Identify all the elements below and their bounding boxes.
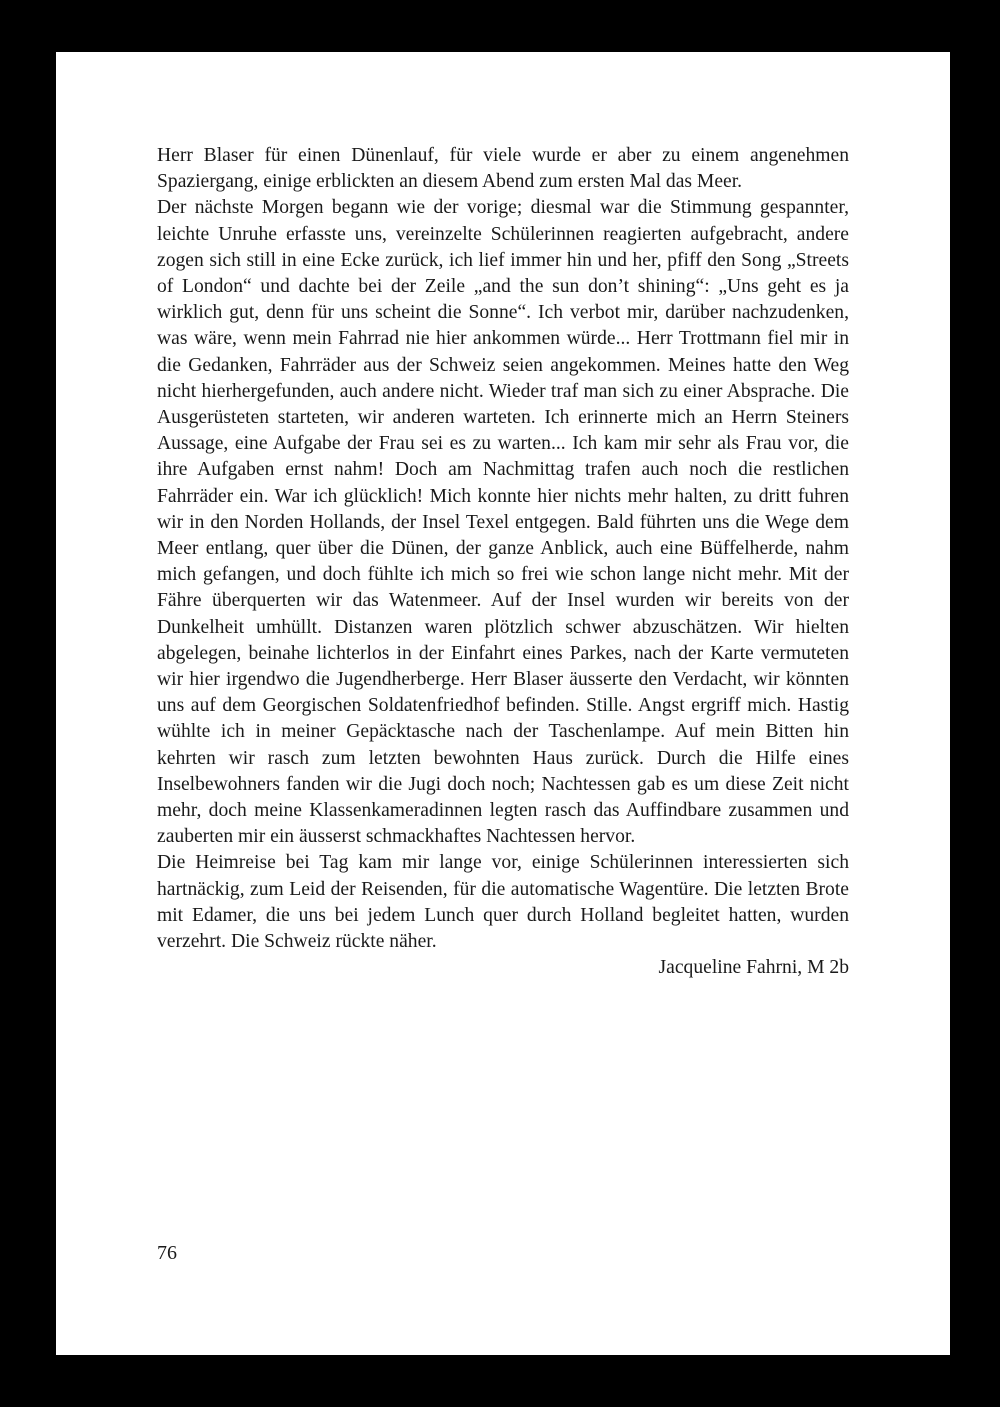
author-signature: Jacqueline Fahrni, M 2b	[658, 957, 849, 979]
paragraph-1: Herr Blaser für einen Dünenlauf, für viele wurde er aber zu einem angenehmen Spaziergang, einige erblickten an diesem Abend zum ersten Mal das Meer.	[157, 145, 849, 193]
document-page	[56, 52, 950, 1355]
page-number: 76	[157, 1242, 177, 1264]
paragraph-2: Der nächste Morgen begann wie der vorige; diesmal war die Stimmung gespannter, leichte Unruhe erfasste uns, vereinzelte Schülerinnen reagierten aufgebracht, andere zogen sich still in eine Ecke zurück, ich lief immer hin und her, pfiff den Song „Streets of London“ und dachte bei der Zeile „and the sun don’t shining“: „Uns geht es ja wirklich gut, denn für uns scheint die Sonne“. Ich verbot mir, darüber nachzudenken, was wäre, wenn mein Fahrrad nie hier ankommen würde... Herr Trottmann fiel mir in die Gedanken, Fahrräder aus der Schweiz seien angekommen. Meines hatte den Weg nicht hierhergefunden, auch andere nicht. Wieder traf man sich zu einer Absprache. Die Ausgerüsteten starteten, wir anderen warteten. Ich erinnerte mich an Herrn Steiners Aussage, eine Aufgabe der Frau sei es zu warten... Ich kam mir sehr als Frau vor, die ihre Aufgaben ernst nahm! Doch am Nachmittag trafen auch noch die restlichen Fahrräder ein. War ich glücklich! Mich konnte hier nichts mehr halten, zu dritt fuhren wir in den Norden Hollands, der Insel Texel entgegen. Bald führten uns die Wege dem Meer entlang, quer über die Dünen, der ganze Anblick, auch eine Büffelherde, nahm mich gefangen, und doch fühlte ich mich so frei wie schon lange nicht mehr. Mit der Fähre überquerten wir das Watenmeer. Auf der Insel wurden wir bereits von der Dunkelheit umhüllt. Distanzen waren plötzlich schwer abzuschätzen. Wir hielten abgelegen, beinahe lichterlos in der Einfahrt eines Parkes, nach der Karte vermuteten wir hier irgendwo die Jugendherberge. Herr Blaser äusserte den Verdacht, wir könnten uns auf dem Georgischen Soldatenfriedhof befinden. Stille. Angst ergriff mich. Hastig wühlte ich in meiner Gepäcktasche nach der Taschenlampe. Auf mein Bitten hin kehrten wir rasch zum letzten bewohnten Haus zurück. Durch die Hilfe eines Inselbewohners fanden wir die Jugi doch noch; Nachtessen gab es um diese Zeit nicht mehr, doch meine Klassenkameradinnen legten rasch das Auffindbare zusammen und zauberten mir ein äusserst schmackhaftes Nachtessen hervor.	[157, 197, 849, 848]
body-text	[157, 143, 849, 982]
paragraph-3: Die Heimreise bei Tag kam mir lange vor, einige Schülerinnen interessierten sich hartnäckig, zum Leid der Reisenden, für die automatische Wagentüre. Die letzten Brote mit Edamer, die uns bei jedem Lunch quer durch Holland begleitet hatten, wurden verzehrt. Die Schweiz rückte näher.	[157, 852, 849, 953]
